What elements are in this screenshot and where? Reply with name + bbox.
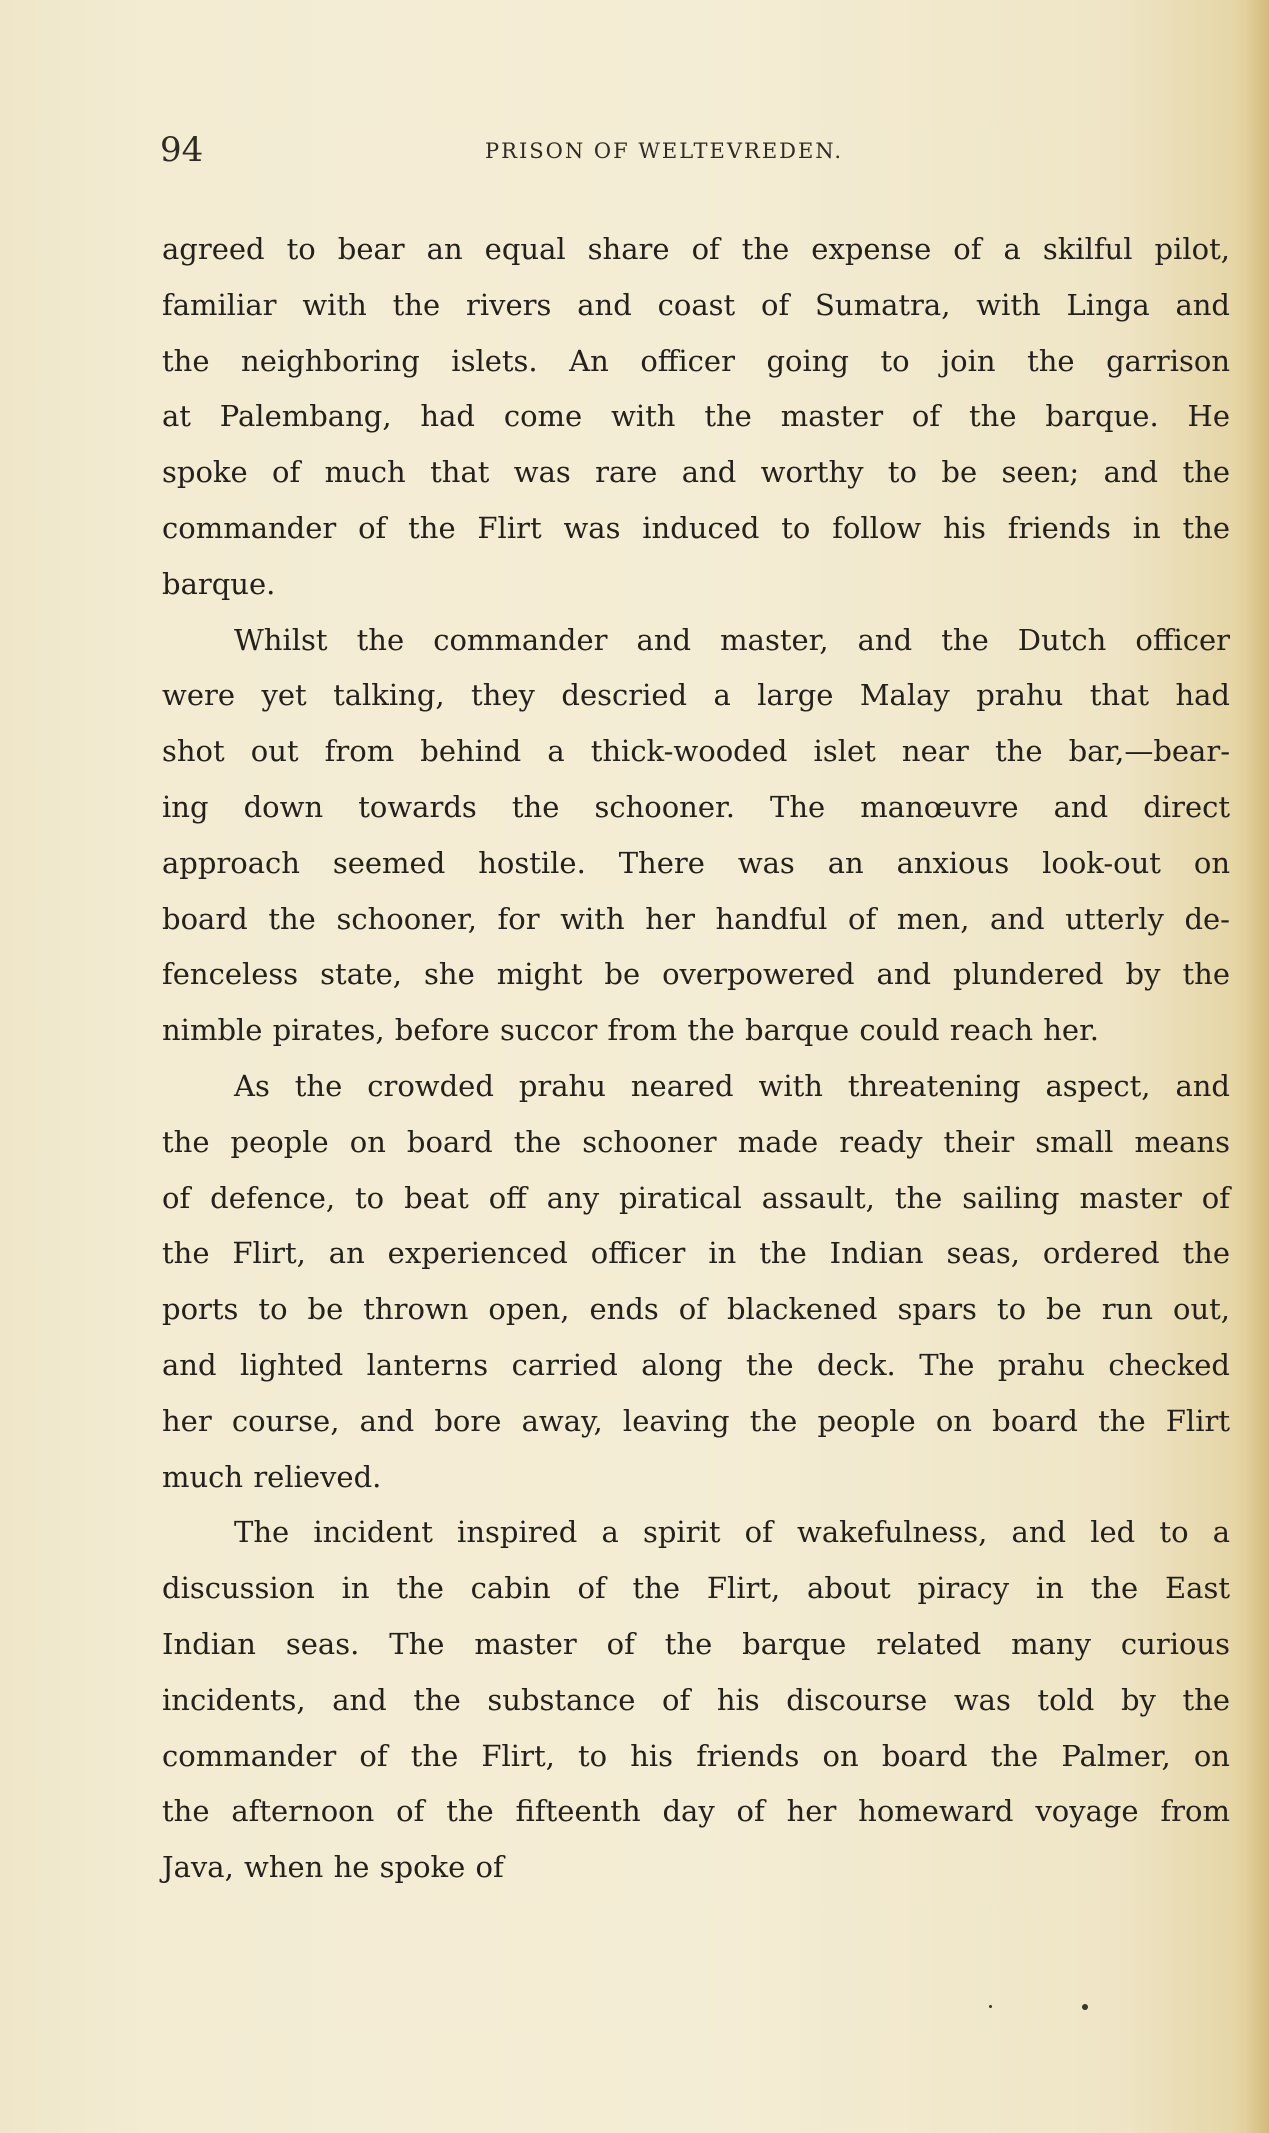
paragraph-line: the afternoon of the fifteenth day of her homeward voyage from	[162, 1794, 1230, 1829]
paragraph-line: agreed to bear an equal share of the expense of a skilful pilot,	[162, 232, 1230, 266]
paragraph-line: ports to be thrown open, ends of blackened spars to be run out,	[162, 1292, 1230, 1327]
paragraph-line: fenceless state, she might be overpowered and plundered by the	[162, 957, 1230, 992]
paragraph-line: commander of the Flirt, to his friends on board the Palmer, on	[162, 1738, 1230, 1773]
paragraph-line: nimble pirates, before succor from the barque could reach her.	[162, 1013, 1099, 1048]
paragraph-line: Java, when he spoke of	[162, 1850, 504, 1885]
paragraph-line: barque.	[162, 566, 276, 601]
paragraph-line: shot out from behind a thick-wooded islet near the bar,—bear-	[162, 734, 1230, 769]
paragraph-line: incidents, and the substance of his discourse was told by the	[162, 1682, 1230, 1717]
paragraph-line: the Flirt, an experienced officer in the Indian seas, ordered the	[162, 1236, 1230, 1271]
page-number: 94	[160, 130, 204, 170]
paragraph-line: Indian seas. The master of the barque related many curious	[162, 1626, 1230, 1661]
paragraph-line: approach seemed hostile. There was an anxious look-out on	[162, 845, 1230, 880]
page-edge-shadow	[1245, 0, 1269, 2133]
paragraph-line: discussion in the cabin of the Flirt, about piracy in the East	[162, 1571, 1230, 1606]
ink-speck	[989, 2005, 992, 2008]
paragraph-line: at Palembang, had come with the master of the barque. He	[162, 399, 1230, 434]
paragraph-line: Whilst the commander and master, and the Dutch officer	[234, 622, 1230, 657]
paragraph-line: of defence, to beat off any piratical assault, the sailing master of	[162, 1180, 1230, 1215]
paragraph-line: and lighted lanterns carried along the deck. The prahu checked	[162, 1347, 1230, 1382]
paragraph-line: commander of the Flirt was induced to follow his friends in the	[162, 510, 1230, 545]
page-header	[160, 130, 1220, 180]
paragraph-line: ing down towards the schooner. The manœuvre and direct	[162, 789, 1230, 824]
paragraph-line: were yet talking, they descried a large Malay prahu that had	[162, 678, 1230, 713]
paragraph-line: As the crowded prahu neared with threatening aspect, and	[234, 1068, 1230, 1103]
running-head: PRISON OF WELTEVREDEN.	[485, 139, 844, 163]
paragraph-line: familiar with the rivers and coast of Sumatra, with Linga and	[162, 287, 1230, 322]
paragraph-line: spoke of much that was rare and worthy to be seen; and the	[162, 455, 1230, 490]
ink-speck	[1082, 2004, 1088, 2010]
paragraph-line: much relieved.	[162, 1459, 382, 1494]
paragraph-line: The incident inspired a spirit of wakefulness, and led to a	[234, 1515, 1230, 1550]
paragraph-line: board the schooner, for with her handful of men, and utterly de-	[162, 901, 1230, 936]
body-text	[162, 222, 1230, 1896]
paragraph-line: her course, and bore away, leaving the people on board the Flirt	[162, 1403, 1230, 1438]
paragraph-line: the neighboring islets. An officer going to join the garrison	[162, 343, 1230, 378]
paragraph-line: the people on board the schooner made ready their small means	[162, 1124, 1230, 1159]
